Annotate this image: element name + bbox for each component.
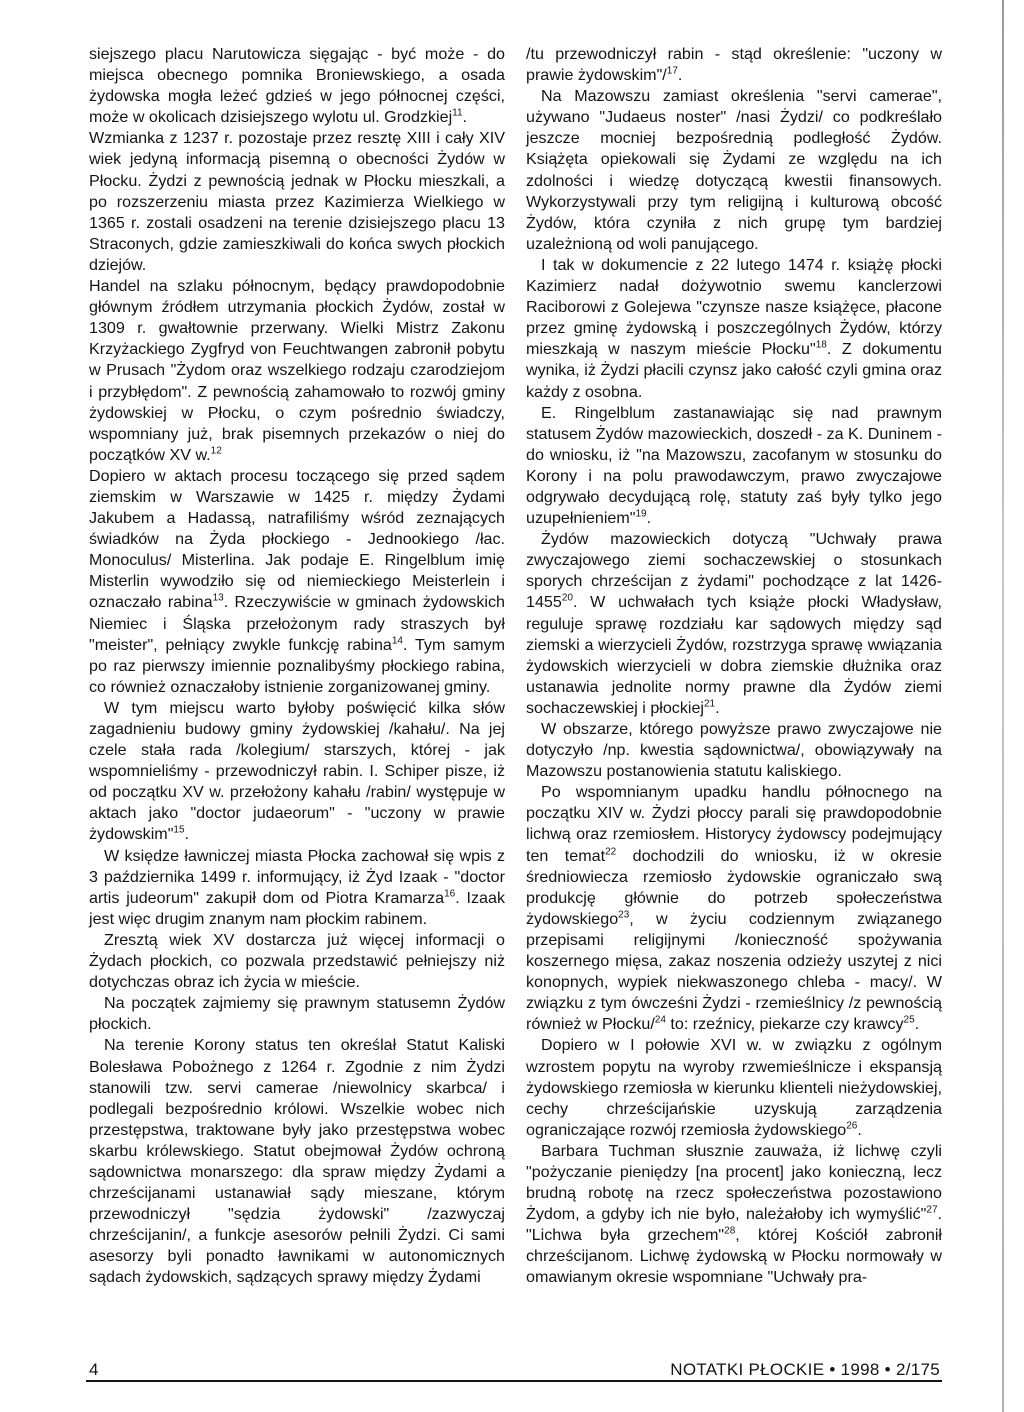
paragraph: E. Ringelblum zastanawiając się nad prawnym statusem Żydów mazowieckich, doszedł - za K. Duninem - do wniosku, iż "na Mazowszu, zacofanym w stosunku do Korony i na polu prawodawczym, prawo zwyczajowe odgrywało decydującą rolę, statuty zaś były tylko jego uzupełnieniem"$^{19}$. (526, 403, 942, 528)
paragraph: Zresztą wiek XV dostarcza już więcej informacji o Żydach płockich, co pozwala przedstawić pełniejszy niż dotychczas obraz ich życia w mieście. (89, 930, 505, 992)
footnote-ref: 16 (444, 888, 456, 900)
footnote-ref: 23 (618, 909, 630, 921)
footnote-ref: 12 (210, 445, 222, 457)
paragraph: /tu przewodniczył rabin - stąd określenie: "uczony w prawie żydowskim"/$^{17}$. (526, 45, 942, 85)
paragraph: W obszarze, którego powyższe prawo zwyczajowe nie dotyczyło /np. kwestia sądownictwa/, obowiązywały na Mazowszu postanowienia statutu kaliskiego. (526, 720, 942, 781)
footnote-ref: 11 (452, 107, 463, 119)
paragraph: Na Mazowszu zamiast określenia "servi camerae", używano "Judaeus noster" /nasi Żydzi/ co podkreślało jeszcze mocniej bezpośrednią podległość Żydów. Książęta opiekowali się Żydami ze względu na ich zdolności i wiedzę dotyczącą kwestii finansowych. Wykorzystywali przy tym religijną i kulturową obcość Żydów, która czyniła z nich grupę tym bardziej uzależnioną od woli panującego. (526, 87, 942, 253)
paragraph: Handel na szlaku północnym, będący prawdopodobnie głównym źródłem utrzymania płockich Żydów, został w 1309 r. gwałtownie przerwany. Wielki Mistrz Zakonu Krzyżackiego Zygfryd von Feuchtwangen zabronił pobytu w Prusach "Żydom oraz wszelkiego rodzaju czarodziejom i przybłędom". Z pewnością zahamowało to rozwój gminy żydowskiej w Płocku, o czym pośrednio świadczy, wspomniany już, brak pisemnych przekazów o niej do początków XV w.$^{12}$ (89, 277, 505, 464)
paragraph: siejszego placu Narutowicza sięgając - być może - do miejsca obecnego pomnika Broniewskiego, a osada żydowska mogła leżeć gdzieś w jego północnej części, może w okolicach dzisiejszego wylotu ul. Grodzkiej$^{11}$. (89, 45, 505, 127)
footer-rule (86, 1380, 942, 1382)
paragraph: Na początek zajmiemy się prawnym statusemn Żydów płockich. (89, 994, 505, 1034)
paragraph: Barbara Tuchman słusznie zauważa, iż lichwę czyli "pożyczanie pieniędzy [na procent] jako konieczną, lecz brudną robotę na rzecz społeczeństwa pozostawiono Żydom, a gdyby ich nie było, należałoby ich wymyślić"$^{27}$. "Lichwa była grzechem"$^{28}$, której Kościół zabronił chrześcijanom. Lichwę żydowską w Płocku normowały w omawianym okresie wspomniane "Uchwały pra- (526, 1141, 943, 1287)
footnote-ref: 19 (635, 508, 647, 520)
footnote-ref: 14 (391, 635, 403, 647)
footnote-ref: 22 (605, 846, 617, 858)
paragraph: I tak w dokumencie z 22 lutego 1474 r. książę płocki Kazimierz nadał dożywotnio swemu kanclerzowi Raciborowi z Golejewa "czynsze nasze książęce, płacone przez gminę żydowską i poszczególnych Żydów, którzy mieszkają w naszym mieście Płocku"$^{18}$. Z dokumentu wynika, iż Żydzi płacili czynsz jako całość czyli gmina oraz każdy z osobna. (526, 255, 943, 401)
footnote-ref: 26 (846, 1120, 858, 1132)
paragraph: Na terenie Korony status ten określał Statut Kaliski Bolesława Pobożnego z 1264 r. Zgodnie z nim Żydzi stanowili tzw. servi camerae /niewolnicy skarbca/ i podlegali bezpośrednio królowi. Wszelkie wobec nich przestępstwa, traktowane były jako przestępstwa wobec skarbu królewskiego. Statut obejmował Żydów ochroną sądownictwa monarszego: dla spraw między Żydami a chrześcijanami ustanawiał sądy mieszane, którym przewodniczył "sędzia żydowski" /zazwyczaj chrześcijanin/, a funkcje asesorów pełnili Żydzi. Ci sami asesorzy byli ponadto ławnikami w autonomicznych sądach żydowskich, sądzących sprawy między Żydami (89, 1036, 505, 1287)
footnote-ref: 21 (704, 698, 716, 710)
paragraph: Po wspomnianym upadku handlu północnego na początku XIV w. Żydzi płoccy parali się prawdopodobnie lichwą oraz rzemiosłem. Historycy żydowscy podejmujący ten temat$^{22}$ dochodzili do wniosku, iż w okresie średniowiecza rzemiosło żydowskie ograniczało swą produkcję głównie do potrzeb społeczeństwa żydowskiego$^{23}$, w życiu codziennym związanego przepisami religijnymi /konieczność spożywania koszernego mięsa, zakaz noszenia odzieży uszytej z nici konopnych, wypiek niekwaszonego chleba - macy/. W związku z tym ówcześni Żydzi - rzemieślnicy /z pewnością również w Płocku/$^{24}$ to: rzeźnicy, piekarze czy krawcy$^{25}$. (526, 783, 942, 1034)
footnote-ref: 13 (212, 593, 224, 605)
paragraph: Wzmianka z 1237 r. pozostaje przez resztę XIII i cały XIV wiek jedyną informacją pisemną o obecności Żydów w Płocku. Żydzi z pewnością jednak w Płocku mieszkali, a po rozszerzeniu miasta przez Kazimierza Wielkiego w 1365 r. zostali osadzeni na terenie dzisiejszego placu 13 Straconych, gdzie zamieszkiwali do końca swych płockich dziejów. (89, 129, 505, 274)
paragraph: Żydów mazowieckich dotyczą "Uchwały prawa zwyczajowego ziemi sochaczewskiej o stosunkach sporych chrześcijan z żydami" pochodzące z lat 1426-1455$^{20}$. W uchwałach tych książe płocki Władysław, reguluje sprawę rozdziału kar sądowych między sąd ziemski a wierzycieli Żydów, rozstrzyga sprawę wwiązania żydowskich wierzycieli w dobra ziemskie dłużnika oraz ustanawia jednolite normy prawne dla Żydów ziemi sochaczewskiej i płockiej$^{21}$. (526, 530, 942, 717)
paragraph: W tym miejscu warto byłoby poświęcić kilka słów zagadnieniu budowy gminy żydowskiej /kahału/. Na jej czele stała rada /kolegium/ starszych, której - jak wspomnieliśmy - przewodniczył rabin. I. Schiper pisze, iż od początku XV w. przełożony kahału /rabin/ występuje w aktach jako "doctor judaeorum" - "uczony w prawie żydowskim"$^{15}$. (89, 698, 505, 844)
footnote-ref: 27 (926, 1204, 938, 1216)
footnote-ref: 24 (654, 1014, 666, 1026)
footnote-ref: 17 (666, 65, 678, 77)
footnote-ref: 15 (173, 825, 185, 837)
scan-edge-shadow (1002, 0, 1004, 1412)
footnote-ref: 25 (903, 1014, 915, 1026)
footnote-ref: 18 (815, 339, 827, 351)
journal-reference: NOTATKI PŁOCKIE • 1998 • 2/175 (670, 1360, 940, 1379)
paragraph: W księdze ławniczej miasta Płocka zachował się wpis z 3 października 1499 r. informujący, iż Żyd Izaak - "doctor artis judeorum" zakupił dom od Piotra Kramarza$^{16}$. Izaak jest więc drugim znanym nam płockim rabinem. (89, 846, 505, 928)
paragraph: Dopiero w aktach procesu toczącego się przed sądem ziemskim w Warszawie w 1425 r. między Żydami Jakubem a Hadassą, natrafiliśmy wśród zeznających świadków na Żyda płockiego - Jednookiego /łac. Monoculus/ Misterlina. Jak podaje E. Ringelblum imię Misterlin wywodziło się od niemieckiego Meisterlein i oznaczało rabina$^{13}$. Rzeczywiście w gminach żydowskich Niemiec i Śląska przełożonym rady straszych był "meister", pełniący zwykle funkcję rabina$^{14}$. Tym samym po raz pierwszy imiennie poznalibyśmy płockiego rabina, co również oznaczałoby istnienie zorganizowanej gminy. (89, 466, 505, 696)
footnote-ref: 20 (561, 593, 573, 605)
right-column (526, 44, 942, 1289)
page-number: 4 (89, 1360, 99, 1379)
footnote-ref: 28 (724, 1225, 736, 1237)
paragraph: Dopiero w I połowie XVI w. w związku z ogólnym wzrostem popytu na wyroby rzwemieślnicze i ekspansją żydowskiego rzemiosła w kierunku klienteli nieżydowskiej, cechy chrześcijańskie uzyskują zarządzenia ograniczające rozwój rzemiosła żydowskiego$^{26}$. (526, 1036, 942, 1139)
left-column (89, 44, 505, 1289)
